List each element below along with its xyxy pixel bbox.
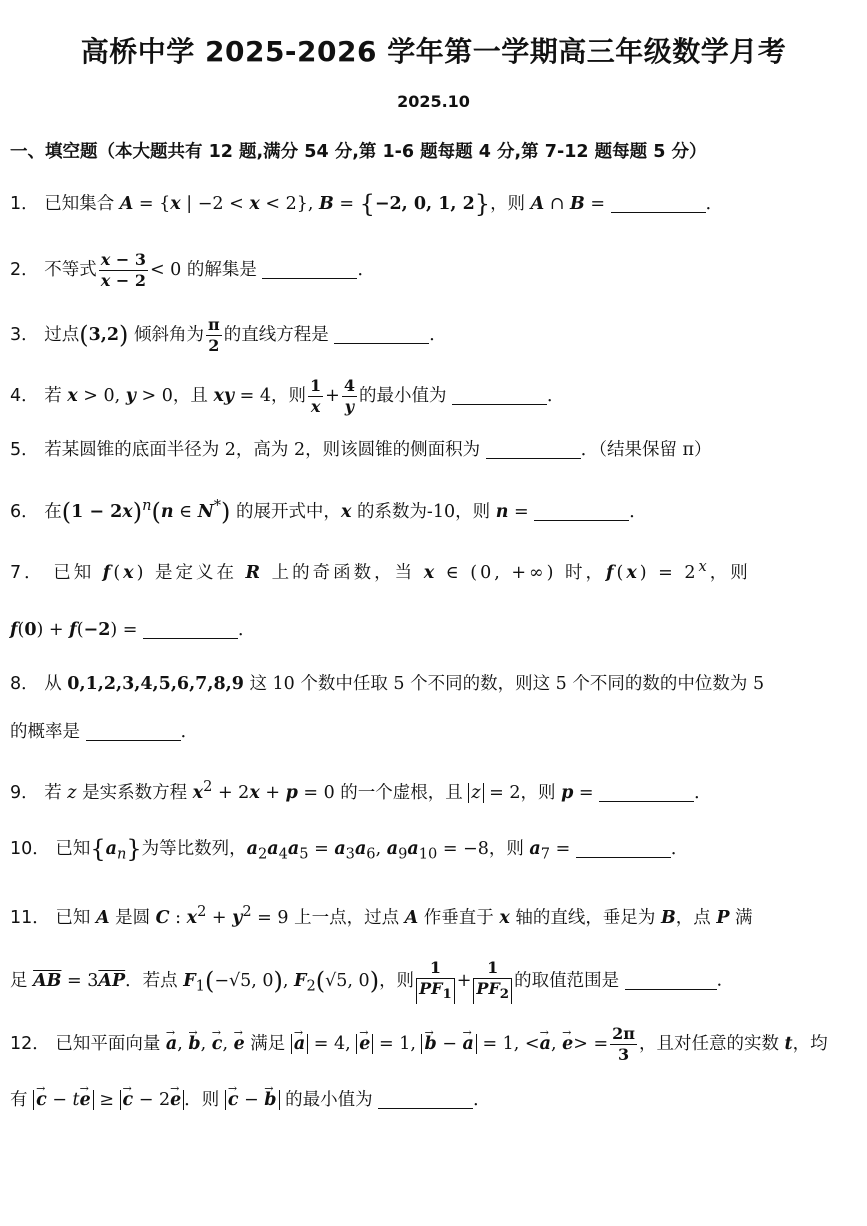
question-12 [10, 1024, 855, 1065]
answer-blank[interactable] [334, 325, 429, 344]
question-9: 9． 若 z 是实系数方程 $x^2 + 2x + p = 0$ 的一个虚根，且 z = 2，则 p = ． [10, 778, 712, 803]
question-11 [10, 898, 855, 932]
answer-blank[interactable] [143, 620, 238, 639]
question-text: 的概率是 [10, 722, 80, 742]
question-6: 6． 在$(1 - 2x)^n(n$ ∈ N*) 的展开式中，x 的系数为-10，则 n = ． [10, 497, 647, 526]
question-12-line2: 有 → c − t→ e ≥ → c − 2→ e ．则 → c − → b 的最小值为 ． [10, 1086, 855, 1114]
section-heading: 一、填空题（本大题共有 12 题,满分 54 分,第 1-6 题每题 4 分,第 7-12 题每题 5 分） [10, 142, 707, 162]
question-number: 7． [10, 562, 45, 583]
question-number: 3． [10, 325, 39, 345]
question-text: 足 $\overline{AB} = 3\overline{AP}$．若点 $F_1(-√5$, 0), $F_2(√5$, 0)，则 $\frac{1}{PF_1}$ + $\frac{1}{PF_2}$ 的取值范围是 [10, 958, 620, 1003]
question-number: 9． [10, 782, 39, 803]
answer-blank[interactable] [534, 502, 629, 521]
question-number: 8． [10, 674, 39, 694]
question-text: 在$(1 - 2x)^n(n$ ∈ N*) 的展开式中，x 的系数为-10，则 n = [44, 497, 529, 526]
question-text: 有 → c − t→ e ≥ → c − 2→ e ．则 → c − → b 的最小值为 [10, 1090, 373, 1110]
question-text: 已知$\{a_n\}$为等比数列，$a_2a_4a_5 = a_3a_6$, $a_9a_{10} = -8$，则 $a_7$ = [55, 835, 571, 863]
answer-blank[interactable] [86, 722, 181, 741]
question-number: 2． [10, 260, 39, 280]
answer-blank[interactable] [378, 1090, 473, 1109]
question-number: 10． [10, 839, 50, 859]
question-8 [10, 670, 855, 698]
question-text: 不等式 $\frac{x - 3}{x - 2}$ < 0 的解集是 [44, 250, 257, 290]
answer-blank[interactable] [452, 386, 547, 405]
answer-blank[interactable] [576, 839, 671, 858]
answer-blank[interactable] [599, 783, 694, 802]
question-text: 已知集合 A = {x | −2 < x < 2}, B = {−2, 0, 1, 2}，则 A ∩ B = [44, 190, 606, 218]
question-number: 12． [10, 1034, 50, 1054]
question-1: 1． 已知集合 A = {x | −2 < x < 2}, B = {−2, 0, 1, 2}，则 A ∩ B = ． [10, 190, 724, 218]
question-10: 10． 已知$\{a_n\}$为等比数列，$a_2a_4a_5 = a_3a_6$, $a_9a_{10} = -8$，则 $a_7$ = ． [10, 835, 689, 863]
question-text: f(0) + f(−2) = [10, 620, 138, 640]
question-text: 已知平面向量 → a, → b, → c, → e 满足 → a = 4, → e = 1, → b − → a = 1, <→ a, → e> = $\frac{2\pi}{3}$ ，且对任意的实数 t，均 [55, 1034, 827, 1054]
question-number: 4． [10, 386, 39, 406]
question-text: 若某圆锥的底面半径为 2，高为 2，则该圆锥的侧面积为 [44, 440, 481, 460]
question-number: 6． [10, 501, 39, 522]
question-number: 11． [10, 907, 50, 928]
question-3: 3． 过点(3,2) 倾斜角为 $\frac{\pi}{2}$ 的直线方程是 ． [10, 315, 447, 355]
question-number: 1． [10, 194, 39, 214]
question-text: 已知 f(x) 是定义在 R 上的奇函数，当 x ∈ (0, +∞) 时，$f(x) = 2^x$，则 [53, 558, 751, 583]
question-text: 从 0,1,2,3,4,5,6,7,8,9 这 10 个数中任取 5 个不同的数，则这 5 个不同的数的中位数为 5 [44, 674, 765, 694]
question-number: 5． [10, 440, 39, 460]
question-5: 5． 若某圆锥的底面半径为 2，高为 2，则该圆锥的侧面积为 ．（结果保留 π） [10, 440, 712, 460]
question-text: 已知 A 是圆 C : $x^2 + y^2 = 9$ 上一点，过点 A 作垂直于 x 轴的直线，垂足为 B，点 P 满 [55, 903, 753, 928]
answer-blank[interactable] [486, 440, 581, 459]
question-text: 过点(3,2) 倾斜角为 $\frac{\pi}{2}$ 的直线方程是 [44, 315, 329, 355]
answer-blank[interactable] [611, 194, 706, 213]
question-11-line2: 足 $\overline{AB} = 3\overline{AP}$．若点 $F_1(-√5$, 0), $F_2(√5$, 0)，则 $\frac{1}{PF_1}$ + $\frac{1}{PF_2}$ 的取值范围是 ． [10, 958, 735, 1003]
question-7 [10, 553, 855, 587]
exam-title: 高桥中学 2025-2026 学年第一学期高三年级数学月考 [80, 35, 787, 68]
question-8-line2: 的概率是 ． [10, 722, 199, 742]
question-note: （结果保留 π） [598, 440, 712, 460]
answer-blank[interactable] [625, 971, 717, 990]
answer-blank[interactable] [262, 260, 357, 279]
exam-date: 2025.10 [397, 92, 470, 111]
question-2: 2． 不等式 $\frac{x - 3}{x - 2}$ < 0 的解集是 ． [10, 250, 375, 290]
question-text: 若 x > 0, y > 0，且 xy = 4，则 $\frac{1}{x}$ + $\frac{4}{y}$ 的最小值为 [44, 376, 447, 416]
question-text: 若 z 是实系数方程 $x^2 + 2x + p = 0$ 的一个虚根，且 z = 2，则 p = [44, 778, 594, 803]
question-7-line2: f(0) + f(−2) = ． [10, 620, 256, 640]
question-4: 4． 若 x > 0, y > 0，且 xy = 4，则 $\frac{1}{x}$ + $\frac{4}{y}$ 的最小值为 ． [10, 376, 565, 416]
